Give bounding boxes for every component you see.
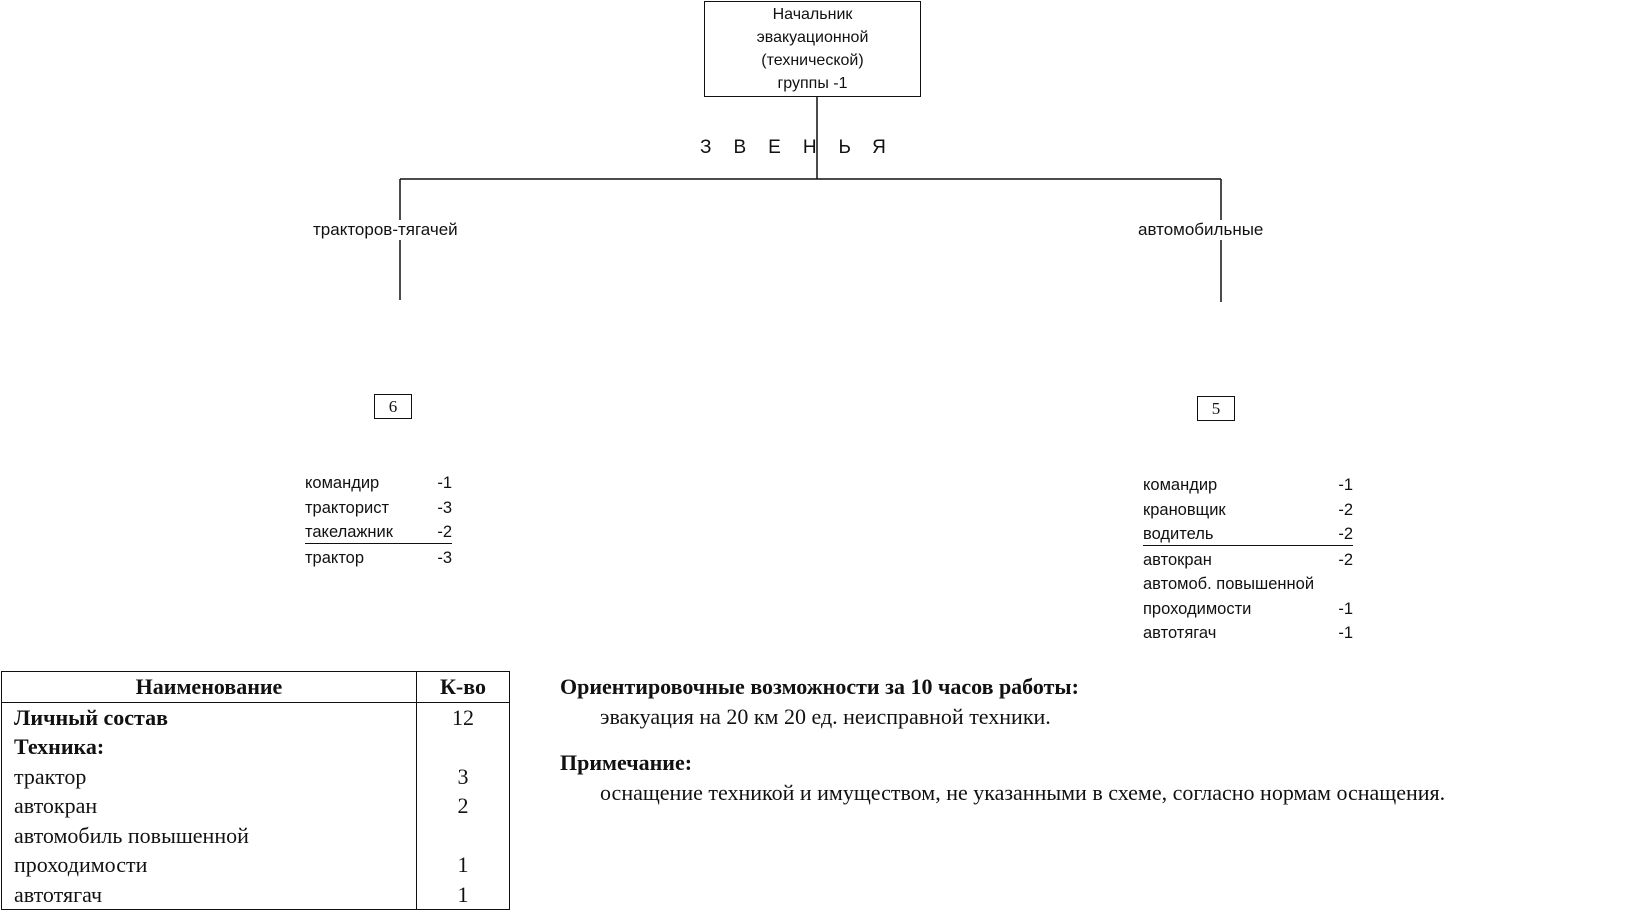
staff-row — [1143, 621, 1353, 646]
staff-name: проходимости — [1143, 599, 1252, 618]
table-cell-name: Техника: — [2, 732, 417, 762]
staff-name: крановщик — [1143, 500, 1226, 519]
staff-row — [1143, 522, 1353, 546]
table-row — [2, 791, 510, 821]
staff-name: командир — [1143, 476, 1218, 494]
staff-count: -1 — [437, 474, 452, 492]
table-cell-name: автомобиль повышенной — [2, 821, 417, 851]
remark-text: оснащение техникой и имуществом, не указанными в схеме, согласно нормам оснащения. — [600, 780, 1446, 805]
staff-count: -2 — [1338, 500, 1353, 519]
branch-label-tractors: тракторов-тягачей — [313, 220, 458, 239]
tractor-unit-staff-list — [305, 471, 452, 570]
staff-count: -2 — [1338, 550, 1353, 569]
units-level-label: ЗВЕНЬЯ — [700, 137, 908, 158]
table-row — [2, 762, 510, 792]
tractor-unit-count-box — [374, 394, 412, 419]
table-cell-qty: 12 — [417, 702, 510, 732]
table-row — [2, 821, 510, 851]
staff-count: -1 — [1338, 599, 1353, 618]
group-leader-line-2: эвакуационной — [756, 29, 869, 46]
staff-row — [1143, 548, 1353, 573]
staff-row — [305, 496, 452, 521]
table-cell-name: трактор — [2, 762, 417, 792]
table-cell-name: проходимости — [2, 850, 417, 880]
branch-label-automobile: автомобильные — [1138, 220, 1264, 239]
column-header-qty: К-во — [417, 672, 510, 703]
table-cell-name: Личный состав — [2, 702, 417, 732]
table-cell-qty: 1 — [417, 850, 510, 880]
staff-name: водитель — [1143, 525, 1214, 543]
staff-row — [1143, 597, 1353, 622]
staff-count: -3 — [437, 548, 452, 567]
table-header-row — [2, 672, 510, 703]
staff-row — [1143, 473, 1353, 498]
staff-count: -1 — [1338, 624, 1353, 642]
table-cell-name: автокран — [2, 791, 417, 821]
group-leader-line-1: Начальник — [772, 6, 853, 23]
staff-row — [305, 546, 452, 571]
staff-name: тракторист — [305, 498, 390, 517]
notes-block — [560, 672, 1445, 808]
staff-count: -2 — [1338, 525, 1353, 543]
staff-count: -2 — [437, 523, 452, 541]
table-cell-qty: 3 — [417, 762, 510, 792]
group-leader-line-3: (технической) — [761, 52, 864, 69]
staff-name: такелажник — [305, 523, 393, 541]
table-row — [2, 880, 510, 910]
table-cell-qty — [417, 732, 510, 762]
table-cell-qty — [417, 821, 510, 851]
auto-unit-count: 5 — [1211, 398, 1221, 418]
capabilities-text: эвакуация на 20 км 20 ед. неисправной техники. — [600, 704, 1051, 729]
table-row — [2, 850, 510, 880]
staff-name: автокран — [1143, 550, 1212, 569]
table-cell-name: автотягач — [2, 880, 417, 910]
tractor-unit-count: 6 — [388, 396, 398, 416]
table-cell-qty: 1 — [417, 880, 510, 910]
table-row — [2, 702, 510, 732]
group-leader-box — [704, 1, 921, 97]
staff-count: -1 — [1338, 476, 1353, 494]
remark-heading: Примечание: — [560, 750, 693, 775]
table-row — [2, 732, 510, 762]
auto-unit-count-box — [1197, 396, 1235, 421]
staff-name: трактор — [305, 548, 365, 567]
staff-row — [1143, 498, 1353, 523]
staff-row — [305, 520, 452, 544]
group-leader-line-4: группы -1 — [777, 75, 848, 92]
staff-name: автомоб. повышенной — [1143, 575, 1315, 593]
table-cell-qty: 2 — [417, 791, 510, 821]
staff-row — [1143, 572, 1353, 597]
summary-table — [1, 671, 510, 910]
capabilities-heading: Ориентировочные возможности за 10 часов работы: — [560, 674, 1079, 699]
auto-unit-staff-list — [1143, 473, 1353, 646]
staff-name: командир — [305, 474, 380, 492]
staff-row — [305, 471, 452, 496]
column-header-name: Наименование — [2, 672, 417, 703]
staff-name: автотягач — [1143, 624, 1217, 642]
staff-count: -3 — [437, 498, 452, 517]
